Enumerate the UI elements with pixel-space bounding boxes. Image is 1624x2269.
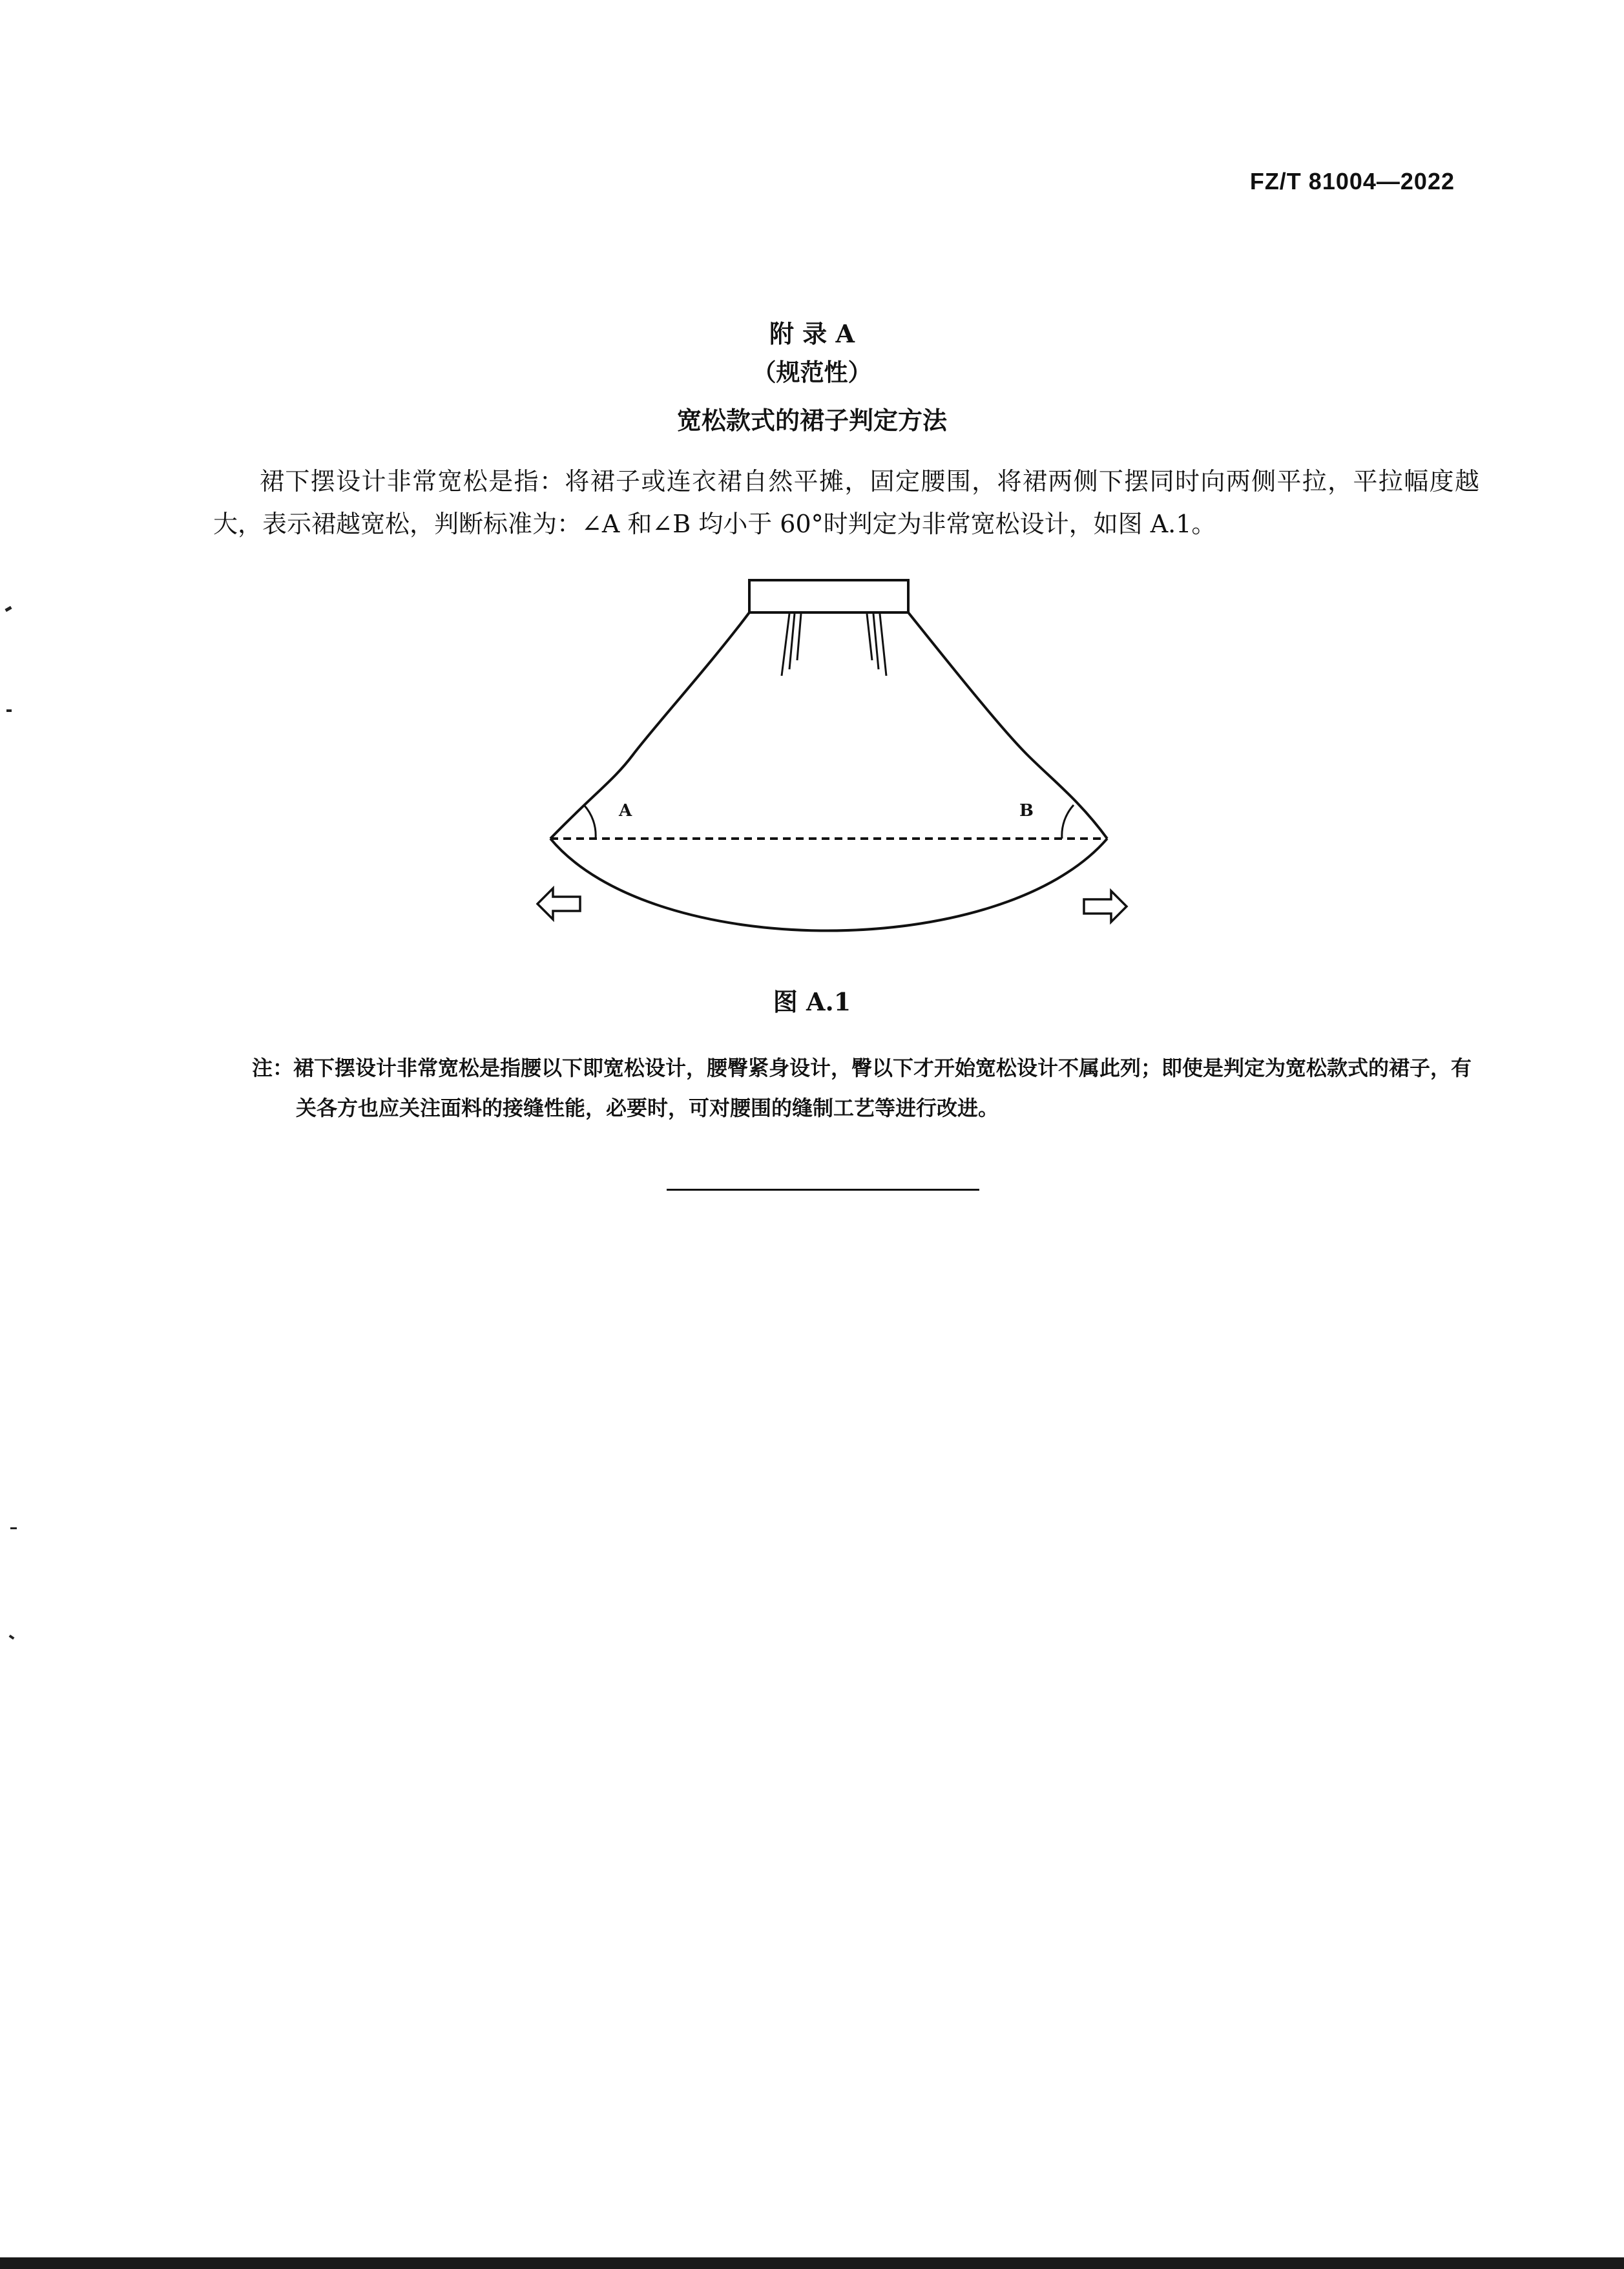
right-arrow-icon [1084,891,1127,922]
pleat-line [873,614,879,669]
pleat-line [789,614,795,669]
angle-label-b: B [1019,801,1034,821]
skirt-diagram [536,567,1150,955]
hem-curve [550,839,1107,931]
skirt-figure [536,567,1150,955]
note-text: 裙下摆设计非常宽松是指腰以下即宽松设计，腰臀紧身设计，臀以下才开始宽松设计不属此列；即使是判定为宽松款式的裙子，有关各方也应关注面料的接缝性能，必要时，可对腰围的缝制工艺等进行改进。 [293,1056,1472,1120]
pleat-line [880,614,886,676]
end-rule [667,1189,979,1191]
appendix-title: 附 录 A [769,319,855,348]
body-paragraph: 裙下摆设计非常宽松是指：将裙子或连衣裙自然平摊，固定腰围，将裙两侧下摆同时向两侧平拉，平拉幅度越大，表示裙越宽松，判断标准为：∠A 和∠B 均小于 60°时判定为非常宽松设计，如图 A.1。 [213,467,1479,538]
scan-speck [6,709,12,712]
note-label: 注： [252,1056,294,1080]
document-code: FZ/T 81004—2022 [1249,168,1455,194]
left-side-seam [550,612,749,839]
pleat-line [782,614,789,676]
left-arrow-icon [537,888,580,919]
right-side-seam [908,612,1107,839]
angle-label-a: A [619,801,632,821]
appendix-heading: 宽松款式的裙子判定方法 [676,406,947,435]
waistband-rect [749,580,908,612]
pleat-line [797,614,801,660]
note-block [252,1048,1479,1128]
figure-caption: 图 A.1 [773,987,851,1016]
scan-speck [10,1527,17,1529]
scan-speck [9,1635,15,1640]
angle-arc-b [1062,805,1074,839]
pleat-line [867,614,872,660]
appendix-normative-label: （规范性） [752,358,872,386]
scan-speck [5,606,12,612]
scan-bottom-edge [0,2257,1624,2269]
angle-arc-a [584,805,596,839]
